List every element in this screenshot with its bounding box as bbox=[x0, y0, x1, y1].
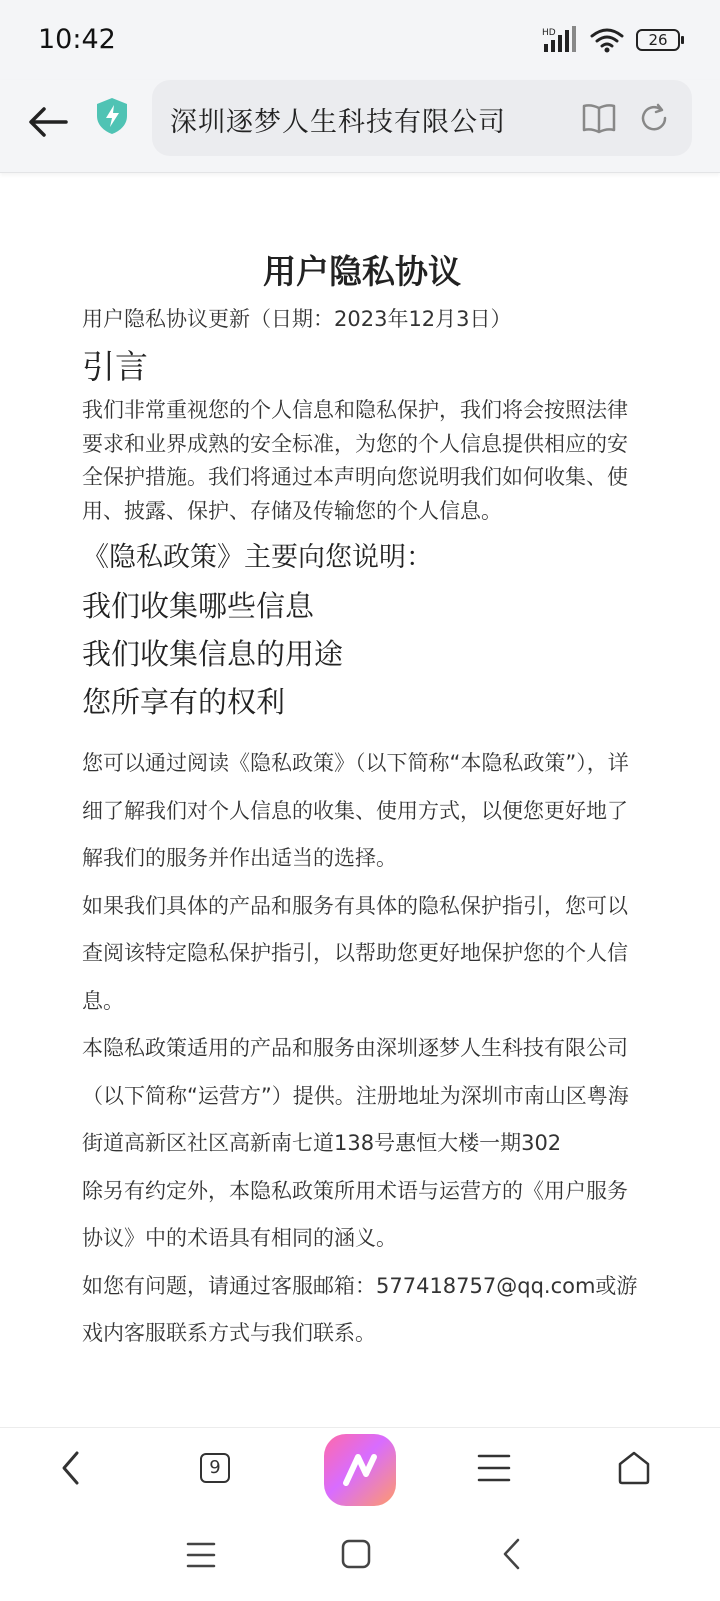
system-nav-bar bbox=[0, 1517, 720, 1601]
network-type-label: HD bbox=[542, 28, 556, 38]
tabs-button[interactable] bbox=[191, 1444, 239, 1492]
body-paragraphs bbox=[82, 740, 642, 1358]
body-paragraph: 除另有约定外，本隐私政策所用术语与运营方的《用户服务协议》中的术语具有相同的涵义。 bbox=[82, 1178, 628, 1250]
reload-icon[interactable] bbox=[638, 102, 670, 134]
url-field[interactable] bbox=[152, 80, 692, 156]
intro-heading: 引言 bbox=[82, 347, 148, 386]
home-button[interactable] bbox=[610, 1444, 658, 1492]
status-bar bbox=[0, 0, 720, 80]
browser-address-bar bbox=[0, 80, 720, 173]
site-title: 深圳逐梦人生科技有限公司 bbox=[170, 107, 506, 138]
document-title: 用户隐私协议 bbox=[263, 252, 461, 291]
system-back-icon[interactable] bbox=[501, 1537, 523, 1571]
security-shield-icon[interactable] bbox=[94, 96, 130, 136]
recent-apps-icon[interactable] bbox=[186, 1541, 216, 1569]
ai-logo-icon bbox=[340, 1452, 380, 1488]
menu-icon bbox=[477, 1453, 511, 1483]
home-square-icon[interactable] bbox=[341, 1539, 371, 1569]
body-paragraph: 本隐私政策适用的产品和服务由深圳逐梦人生科技有限公司（以下简称“运营方”）提供。注册地址为深圳市南山区粤海街道高新区社区高新南七道138号惠恒大楼一期302 bbox=[82, 1036, 629, 1155]
body-paragraph: 您可以通过阅读《隐私政策》（以下简称“本隐私政策”），详细了解我们对个人信息的收集、使用方式，以便您更好地了解我们的服务并作出适当的选择。 bbox=[82, 751, 629, 870]
update-date-line: 用户隐私协议更新（日期：2023年12月3日） bbox=[82, 307, 512, 331]
body-paragraph: 如您有问题，请通过客服邮箱：577418757@qq.com或游戏内客服联系方式与我们联系。 bbox=[82, 1273, 638, 1345]
home-icon bbox=[616, 1450, 652, 1486]
tab-count: 9 bbox=[200, 1453, 230, 1483]
menu-button[interactable] bbox=[470, 1444, 518, 1492]
wifi-icon bbox=[590, 27, 624, 53]
chevron-left-icon bbox=[59, 1450, 83, 1486]
intro-paragraph: 我们非常重视您的个人信息和隐私保护，我们将会按照法律要求和业界成熟的安全标准，为您的个人信息提供相应的安全保护措施。我们将通过本声明向您说明我们如何收集、使用、披露、保护、存储及传输您的个人信息。 bbox=[82, 398, 628, 523]
page-content bbox=[82, 172, 642, 1358]
battery-indicator: 26 bbox=[636, 29, 680, 51]
topic-item: 我们收集哪些信息 bbox=[82, 589, 315, 623]
nav-back-button[interactable] bbox=[47, 1444, 95, 1492]
body-paragraph: 如果我们具体的产品和服务有具体的隐私保护指引，您可以查阅该特定隐私保护指引，以帮助您更好地保护您的个人信息。 bbox=[82, 893, 628, 1013]
policy-heading: 《隐私政策》主要向您说明： bbox=[82, 542, 433, 573]
topic-item: 我们收集信息的用途 bbox=[82, 637, 344, 671]
ai-assistant-button[interactable] bbox=[324, 1434, 396, 1506]
back-arrow-icon[interactable] bbox=[26, 100, 70, 144]
browser-toolbar bbox=[0, 1427, 720, 1518]
clock: 10:42 bbox=[38, 24, 116, 55]
cellular-signal-icon bbox=[542, 26, 578, 54]
reader-mode-icon[interactable] bbox=[582, 102, 616, 134]
status-icons bbox=[542, 26, 680, 54]
topic-item: 您所享有的权利 bbox=[82, 685, 286, 719]
